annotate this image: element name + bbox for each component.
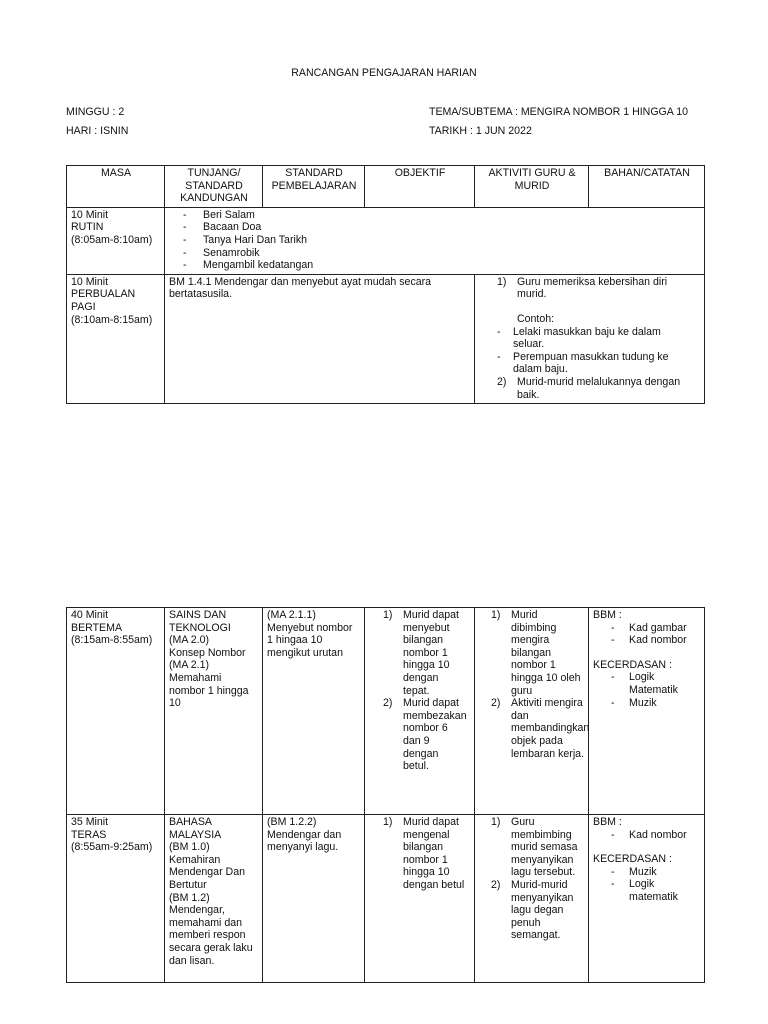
list-item: - Logik Matematik bbox=[593, 671, 701, 696]
list-item: - Kad gambar bbox=[593, 622, 701, 635]
teras-masa: 35 Minit TERAS (8:55am-9:25am) bbox=[67, 815, 165, 983]
list-item: - Muzik bbox=[593, 697, 701, 710]
list-item bbox=[489, 879, 585, 942]
rutin-list bbox=[169, 209, 701, 272]
table-row-rutin bbox=[67, 207, 705, 274]
aktiviti-list bbox=[489, 816, 585, 942]
aktiviti-list bbox=[489, 609, 590, 760]
list-item bbox=[495, 276, 701, 326]
rutin-content bbox=[165, 207, 705, 274]
perbualan-masa: 10 Minit PERBUALAN PAGI (8:10am-8:15am) bbox=[67, 274, 165, 403]
item-number: 1) bbox=[383, 609, 393, 621]
item-number: 1) bbox=[491, 816, 501, 828]
kecerdasan-list bbox=[593, 671, 701, 709]
bbm-list bbox=[593, 829, 701, 842]
item-text: Murid dapat menyebut bilangan nombor 1 hingga 10 dengan tepat. bbox=[403, 609, 459, 697]
item-text: Murid dapat membezakan nombor 6 dan 9 dengan betul. bbox=[403, 697, 467, 773]
list-item bbox=[489, 816, 585, 879]
table-row-teras bbox=[67, 815, 705, 983]
bertema-objektif bbox=[365, 608, 475, 815]
minggu-label: MINGGU : 2 bbox=[66, 106, 125, 118]
tema-label: TEMA/SUBTEMA : MENGIRA NOMBOR 1 HINGGA 10 bbox=[429, 106, 689, 118]
bertema-aktiviti bbox=[475, 608, 589, 815]
item-number: 1) bbox=[383, 816, 393, 828]
list-item bbox=[489, 609, 585, 697]
table-header-row bbox=[67, 166, 705, 208]
item-number: 2) bbox=[383, 697, 393, 710]
list-item: - Bacaan Doa bbox=[169, 221, 701, 234]
item-number: 1) bbox=[491, 609, 501, 621]
plan-table-bottom bbox=[66, 607, 705, 983]
objektif-list bbox=[381, 816, 471, 892]
bbm-list bbox=[593, 622, 701, 647]
list-item: - Muzik bbox=[593, 866, 701, 879]
page-title: RANCANGAN PENGAJARAN HARIAN bbox=[291, 67, 477, 79]
list-item: - Lelaki masukkan baju ke dalam seluar. bbox=[495, 326, 701, 351]
header-masa: MASA bbox=[67, 166, 165, 208]
list-item: - Kad nombor bbox=[593, 829, 701, 842]
rutin-masa: 10 Minit RUTIN (8:05am-8:10am) bbox=[67, 207, 165, 274]
bertema-tunjang: SAINS DAN TEKNOLOGI (MA 2.0) Konsep Nombor (MA 2.1) Memahami nombor 1 hingga 10 bbox=[165, 608, 263, 815]
teras-aktiviti bbox=[475, 815, 589, 983]
perbualan-sub-list bbox=[495, 326, 701, 376]
perbualan-standard: BM 1.4.1 Mendengar dan menyebut ayat mudah secara bertatasusila. bbox=[165, 274, 475, 403]
list-item: - Kad nombor bbox=[593, 634, 701, 647]
item-number: 1) bbox=[497, 275, 507, 288]
contoh-label: Contoh: bbox=[517, 312, 555, 325]
teras-bahan bbox=[589, 815, 705, 983]
kecerdasan-label: KECERDASAN : bbox=[593, 658, 672, 671]
list-item: - Mengambil kedatangan bbox=[169, 259, 701, 272]
bertema-masa: 40 Minit BERTEMA (8:15am-8:55am) bbox=[67, 608, 165, 815]
list-item bbox=[495, 376, 701, 401]
table-row-bertema bbox=[67, 608, 705, 815]
list-item bbox=[489, 697, 590, 760]
header-bahan: BAHAN/CATATAN bbox=[589, 166, 705, 208]
teras-objektif bbox=[365, 815, 475, 983]
item-text: Murid dibimbing mengira bilangan nombor 1 hingga 10 oleh guru bbox=[511, 609, 581, 697]
item-text: Guru membimbing murid semasa menyanyikan lagu tersebut. bbox=[511, 816, 578, 879]
list-item bbox=[381, 816, 471, 892]
header-standard: STANDARD PEMBELAJARAN bbox=[263, 166, 365, 208]
item-text: Murid-murid melalukannya dengan baik. bbox=[517, 375, 681, 401]
bertema-standard: (MA 2.1.1) Menyebut nombor 1 hingaa 10 mengikut urutan bbox=[263, 608, 365, 815]
teras-tunjang: BAHASA MALAYSIA (BM 1.0) Kemahiran Mendengar Dan Bertutur (BM 1.2) Mendengar, memahami dan memberi respon secara gerak laku dan lisan. bbox=[165, 815, 263, 983]
objektif-list bbox=[381, 609, 471, 773]
tarikh-label: TARIKH : 1 JUN 2022 bbox=[429, 125, 532, 137]
hari-label: HARI : ISNIN bbox=[66, 125, 129, 137]
list-item bbox=[381, 697, 471, 773]
item-text: Guru memeriksa kebersihan diri murid. bbox=[517, 275, 668, 301]
header-tunjang: TUNJANG/ STANDARD KANDUNGAN bbox=[165, 166, 263, 208]
list-item: - Tanya Hari Dan Tarikh bbox=[169, 234, 701, 247]
list-item: - Senamrobik bbox=[169, 247, 701, 260]
item-text: Aktiviti mengira dan membandingkan objek pada lembaran kerja. bbox=[511, 697, 590, 760]
item-text: Murid-murid menyanyikan lagu degan penuh semangat. bbox=[511, 878, 574, 942]
bbm-label: BBM : bbox=[593, 816, 622, 828]
bbm-label: BBM : bbox=[593, 609, 622, 621]
perbualan-aktiviti bbox=[475, 274, 705, 403]
perbualan-list bbox=[495, 276, 701, 326]
item-number: 2) bbox=[491, 697, 501, 710]
kecerdasan-label: KECERDASAN : bbox=[593, 853, 672, 866]
item-text: Murid dapat mengenal bilangan nombor 1 hingga 10 dengan betul bbox=[403, 816, 465, 891]
perbualan-list-2 bbox=[495, 376, 701, 401]
list-item: - Logik matematik bbox=[593, 878, 701, 903]
plan-table-top bbox=[66, 165, 705, 404]
list-item: - Perempuan masukkan tudung ke dalam baju. bbox=[495, 351, 701, 376]
teras-standard: (BM 1.2.2) Mendengar dan menyanyi lagu. bbox=[263, 815, 365, 983]
kecerdasan-list bbox=[593, 866, 701, 904]
item-number: 2) bbox=[497, 375, 507, 388]
table-row-perbualan bbox=[67, 274, 705, 403]
list-item: - Beri Salam bbox=[169, 209, 701, 222]
bertema-bahan bbox=[589, 608, 705, 815]
header-aktiviti: AKTIVITI GURU & MURID bbox=[475, 166, 589, 208]
item-number: 2) bbox=[491, 878, 501, 891]
list-item bbox=[381, 609, 471, 697]
header-objektif: OBJEKTIF bbox=[365, 166, 475, 208]
